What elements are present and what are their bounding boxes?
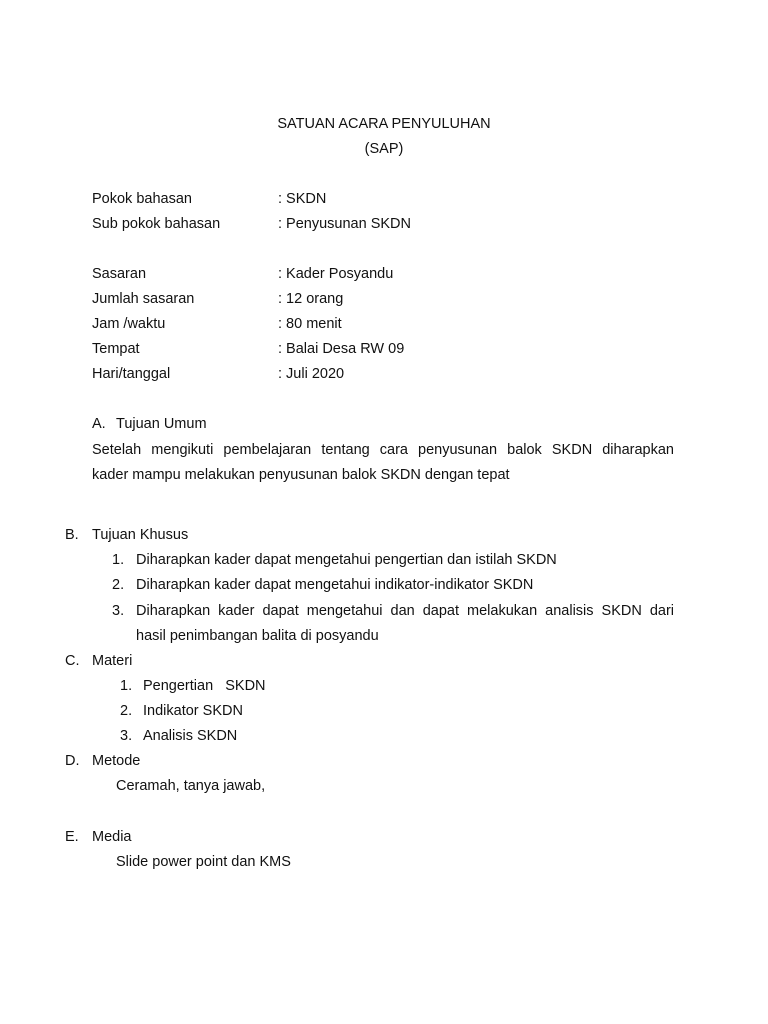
section-e-marker: E. bbox=[65, 829, 79, 845]
info-label-hari-tanggal: Hari/tanggal bbox=[92, 366, 171, 382]
list-item-number: 3. bbox=[112, 603, 125, 619]
list-item-number: 2. bbox=[120, 703, 133, 719]
list-item-number: 3. bbox=[120, 728, 133, 744]
info-value-pokok-bahasan: : SKDN bbox=[278, 191, 327, 207]
section-d-marker: D. bbox=[65, 753, 80, 769]
list-item-text: Diharapkan kader dapat mengetahui indikator-indikator SKDN bbox=[136, 577, 534, 593]
list-item-text: Diharapkan kader dapat mengetahui pengertian dan istilah SKDN bbox=[136, 552, 557, 568]
section-c-marker: C. bbox=[65, 653, 80, 669]
list-item-text: Pengertian SKDN bbox=[143, 678, 266, 694]
document-title: SATUAN ACARA PENYULUHAN bbox=[277, 116, 491, 132]
document-subtitle: (SAP) bbox=[364, 141, 404, 157]
info-value-jumlah-sasaran: : 12 orang bbox=[278, 291, 344, 307]
info-label-tempat: Tempat bbox=[92, 341, 140, 357]
section-e-heading: Media bbox=[92, 829, 132, 845]
info-label-jam-waktu: Jam /waktu bbox=[92, 316, 166, 332]
section-a-body-line-1: Setelah mengikuti pembelajaran tentang cara penyusunan balok SKDN diharapkan bbox=[92, 442, 674, 458]
section-a-marker: A. bbox=[92, 416, 106, 432]
section-d-heading: Metode bbox=[92, 753, 141, 769]
info-value-hari-tanggal: : Juli 2020 bbox=[278, 366, 345, 382]
section-a-heading: Tujuan Umum bbox=[116, 416, 207, 432]
info-label-sub-pokok-bahasan: Sub pokok bahasan bbox=[92, 216, 221, 232]
info-label-jumlah-sasaran: Jumlah sasaran bbox=[92, 291, 195, 307]
list-item-text: Analisis SKDN bbox=[143, 728, 238, 744]
list-item-number: 1. bbox=[120, 678, 133, 694]
info-value-jam-waktu: : 80 menit bbox=[278, 316, 342, 332]
list-item-text-continuation: hasil penimbangan balita di posyandu bbox=[136, 628, 379, 644]
list-item-number: 2. bbox=[112, 577, 125, 593]
section-e-body: Slide power point dan KMS bbox=[116, 854, 291, 870]
info-value-sub-pokok-bahasan: : Penyusunan SKDN bbox=[278, 216, 411, 232]
info-value-sasaran: : Kader Posyandu bbox=[278, 266, 394, 282]
section-b-marker: B. bbox=[65, 527, 79, 543]
list-item-text: Diharapkan kader dapat mengetahui dan dapat melakukan analisis SKDN dari bbox=[136, 603, 674, 619]
list-item-number: 1. bbox=[112, 552, 125, 568]
info-value-tempat: : Balai Desa RW 09 bbox=[278, 341, 405, 357]
list-item-text: Indikator SKDN bbox=[143, 703, 243, 719]
section-b-heading: Tujuan Khusus bbox=[92, 527, 189, 543]
section-d-body: Ceramah, tanya jawab, bbox=[116, 778, 266, 794]
section-c-heading: Materi bbox=[92, 653, 133, 669]
info-label-sasaran: Sasaran bbox=[92, 266, 147, 282]
section-a-body-line-2: kader mampu melakukan penyusunan balok SKDN dengan tepat bbox=[92, 467, 510, 483]
info-label-pokok-bahasan: Pokok bahasan bbox=[92, 191, 192, 207]
